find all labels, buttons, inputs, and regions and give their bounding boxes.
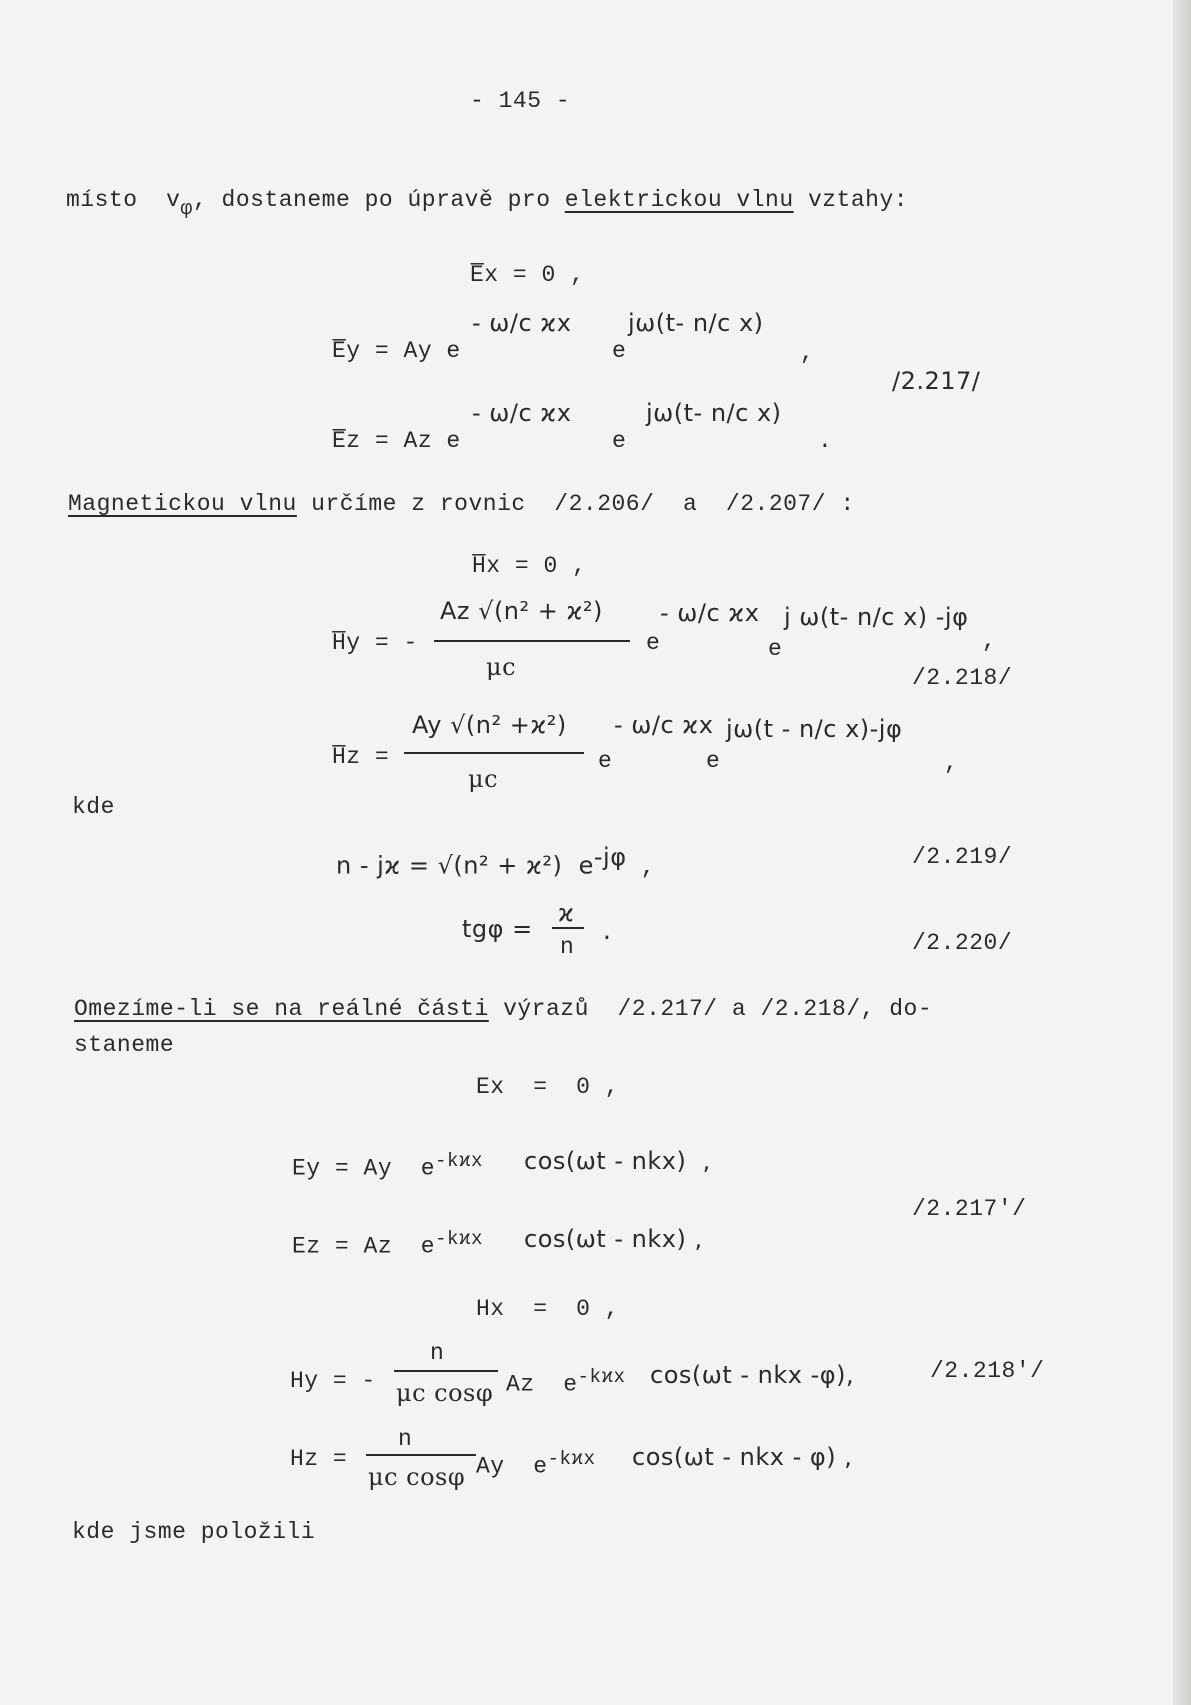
paragraph-magnetic: Magnetickou vlnu určíme z rovnic /2.206/ a /2.207/ : <box>68 491 855 517</box>
equation-hz-denominator: μc <box>468 765 499 793</box>
equation-hz-comma: , <box>944 750 959 776</box>
equation-hy-e2: e <box>768 636 783 662</box>
equation-ey-comma: , <box>800 340 815 366</box>
equation-2-219: n - jϰ = √(n² + ϰ²) $e^{-j\varphi}$ , <box>336 843 656 881</box>
equation-ez-period: . <box>818 428 833 454</box>
page-number: - 145 - <box>470 88 571 114</box>
equation-hy-real-cos: cos(ωt - nkx -φ), <box>650 1361 855 1389</box>
equation-hz-e2: e <box>706 748 721 774</box>
fraction-bar <box>366 1454 476 1456</box>
equation-hz-e: e <box>598 748 613 774</box>
equation-hy-numerator: Az √(n² + ϰ²) <box>440 597 603 625</box>
equation-ez-lhs: E̅z = Az e <box>332 428 461 454</box>
equation-hz-real-numerator: n <box>398 1426 413 1452</box>
equation-label-2-217: /2.217/ <box>892 367 981 395</box>
equation-hy-exponent: - ω/c ϰx <box>660 599 760 627</box>
equation-hz-real-rhs: Ay $e^{-kϰx}$ <box>476 1448 596 1480</box>
equation-hy-e: e <box>646 630 661 656</box>
equation-ex-real: Ex = 0 , <box>476 1074 620 1100</box>
equation-label-2-219: /2.219/ <box>912 844 1013 870</box>
equation-hz-exponent-2: jω(t - n/c x)-jφ <box>726 715 903 743</box>
fraction-bar <box>394 1370 498 1372</box>
equation-tg-numerator: ϰ <box>558 899 575 927</box>
equation-ey-real: Ey = Ay $e^{-kϰx}$ <box>292 1150 484 1182</box>
equation-tg-denominator: n <box>560 934 575 960</box>
equation-hx: H̅x = 0 , <box>472 553 587 579</box>
equation-label-2-217-prime: /2.217′/ <box>912 1196 1027 1222</box>
paragraph-real-parts: Omezíme-li se na reálné části výrazů /2.217/ a /2.218/, do- <box>74 996 933 1022</box>
equation-hy-lhs: H̅y = - <box>332 630 418 656</box>
fraction-bar <box>434 640 630 642</box>
equation-hy-comma: , <box>982 628 997 654</box>
equation-hz-real-denominator: μc cosφ <box>368 1463 466 1491</box>
equation-hz-lhs: H̅z = <box>332 744 390 770</box>
equation-ex: E̅x = 0 , <box>470 262 585 288</box>
equation-ez-real-cos: cos(ωt - nkx) , <box>524 1225 703 1253</box>
equation-hz-real-lhs: Hz = <box>290 1446 348 1472</box>
equation-ez-real: Ez = Az $e^{-kϰx}$ <box>292 1228 484 1260</box>
equation-ey-real-cos: cos(ωt - nkx) , <box>524 1147 711 1175</box>
equation-hy-denominator: μc <box>486 653 517 681</box>
fraction-bar <box>552 927 584 929</box>
equation-tg-period: . <box>600 920 615 946</box>
equation-hy-real-lhs: Hy = - <box>290 1368 376 1394</box>
equation-hy-real-denominator: μc cosφ <box>396 1379 494 1407</box>
equation-ey-lhs: E̅y = Ay e <box>332 338 461 364</box>
equation-label-2-218-prime: /2.218′/ <box>930 1358 1045 1384</box>
equation-ez-e: e <box>612 428 627 454</box>
equation-ez-exponent: - ω/c ϰx <box>472 399 572 427</box>
text-kde: kde <box>72 794 115 820</box>
paragraph-real-parts-line2: staneme <box>74 1032 175 1058</box>
equation-hy-real-numerator: n <box>430 1340 445 1366</box>
equation-tg-lhs: tgφ = <box>462 915 533 943</box>
equation-ez-exponent-2: jω(t- n/c x) <box>646 399 782 427</box>
equation-label-2-218: /2.218/ <box>912 665 1013 691</box>
paragraph-kde-jsme: kde jsme položili <box>72 1519 316 1545</box>
equation-ey-exponent: - ω/c ϰx <box>472 309 572 337</box>
equation-hx-real: Hx = 0 , <box>476 1296 620 1322</box>
paragraph-intro: místo vφ, dostaneme po úpravě pro elektrickou vlnu vztahy: <box>66 187 909 221</box>
equation-hz-real-cos: cos(ωt - nkx - φ) , <box>632 1443 853 1471</box>
fraction-bar <box>404 752 584 754</box>
equation-hy-exponent-2: j ω(t- n/c x) -jφ <box>784 603 969 631</box>
equation-hz-exponent: - ω/c ϰx <box>614 711 714 739</box>
paper-edge <box>1173 0 1191 1705</box>
equation-label-2-220: /2.220/ <box>912 930 1013 956</box>
equation-ey-exponent-2: jω(t- n/c x) <box>628 309 764 337</box>
equation-hz-numerator: Ay √(n² +ϰ²) <box>412 711 567 739</box>
equation-ey-e: e <box>612 338 627 364</box>
equation-hy-real-rhs: Az $e^{-kϰx}$ <box>506 1366 626 1398</box>
